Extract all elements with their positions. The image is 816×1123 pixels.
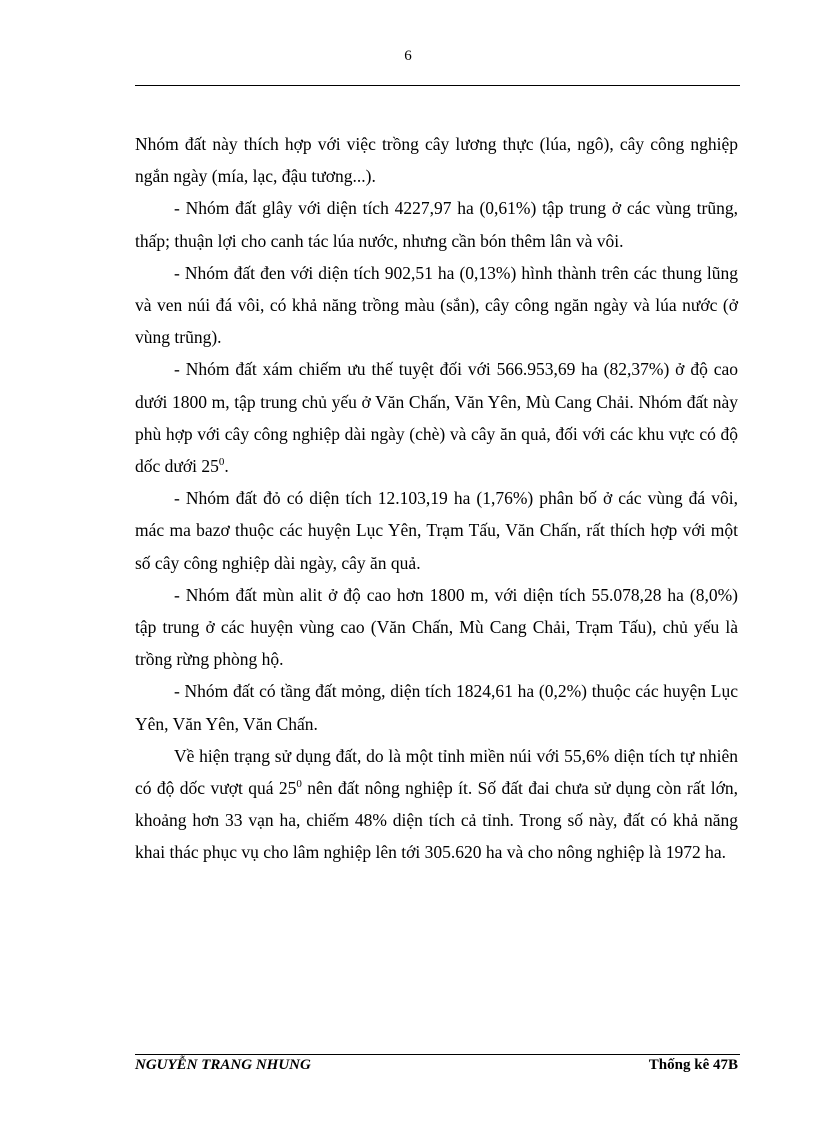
paragraph	[135, 192, 738, 256]
paragraph-text: - Nhóm đất có tầng đất mỏng, diện tích 1824,61 ha (0,2%) thuộc các huyện Lục Yên, Văn Yên, Văn Chấn.	[135, 681, 738, 734]
superscript: 0	[296, 778, 302, 791]
footer-author: NGUYỄN TRANG NHUNG	[135, 1057, 311, 1073]
paragraph-text: - Nhóm đất đỏ có diện tích 12.103,19 ha (1,76%) phân bố ở các vùng đá vôi, mác ma bazơ thuộc các huyện Lục Yên, Trạm Tấu, Văn Chấn, rất thích hợp với một số cây công nghiệp dài ngày, cây ăn quả.	[135, 488, 738, 573]
paragraph	[135, 579, 738, 676]
paragraph-text: Về hiện trạng sử dụng đất, do là một tỉnh miền núi với 55,6% diện tích tự nhiên có độ dốc vượt quá 25	[135, 745, 738, 799]
paragraph-text-tail: .	[224, 456, 229, 477]
paragraph	[135, 257, 738, 354]
paragraph-text: Nhóm đất này thích hợp với việc trồng cây lương thực (lúa, ngô), cây công nghiệp ngắn ngày (mía, lạc, đậu tương...).	[135, 134, 738, 187]
header-rule	[135, 85, 740, 86]
paragraph-text: - Nhóm đất mùn alit ở độ cao hơn 1800 m, với diện tích 55.078,28 ha (8,0%) tập trung ở các huyện vùng cao (Văn Chấn, Mù Cang Chải, Trạm Tấu), chủ yếu là trồng rừng phòng hộ.	[135, 584, 738, 670]
paragraph	[135, 482, 738, 579]
paragraph-text: - Nhóm đất xám chiếm ưu thế tuyệt đối với 566.953,69 ha (82,37%) ở độ cao dưới 1800 m, tập trung chủ yếu ở Văn Chấn, Văn Yên, Mù Cang Chải. Nhóm đất này phù hợp với cây công nghiệp dài ngày (chè) và cây ăn quả, đối với các khu vực có độ dốc dưới 25	[135, 359, 738, 477]
body-text	[135, 128, 738, 869]
paragraph-text: - Nhóm đất đen với diện tích 902,51 ha (0,13%) hình thành trên các thung lũng và ven núi đá vôi, có khả năng trồng màu (sắn), cây công ngăn ngày và lúa nước (ở vùng trũng).	[135, 262, 738, 348]
paragraph	[135, 675, 738, 739]
paragraph	[135, 353, 738, 482]
paragraph	[135, 740, 738, 869]
superscript: 0	[218, 456, 225, 469]
paragraph-text-tail: nên đất nông nghiệp ít. Số đất đai chưa sử dụng còn rất lớn, khoảng hơn 33 vạn ha, chiếm 48% diện tích cả tỉnh. Trong số này, đất có khả năng khai thác phục vụ cho lâm nghiệp lên tới 305.620 ha và cho nông nghiệp là 1972 ha.	[135, 778, 739, 863]
page-number: 6	[404, 48, 412, 64]
paragraph	[135, 128, 738, 192]
footer-class-label: Thống kê 47B	[648, 1057, 738, 1073]
paragraph-text: - Nhóm đất glây với diện tích 4227,97 ha (0,61%) tập trung ở các vùng trũng, thấp; thuận lợi cho canh tác lúa nước, nhưng cần bón thêm lân và vôi.	[135, 198, 738, 251]
footer-rule	[135, 1054, 740, 1055]
